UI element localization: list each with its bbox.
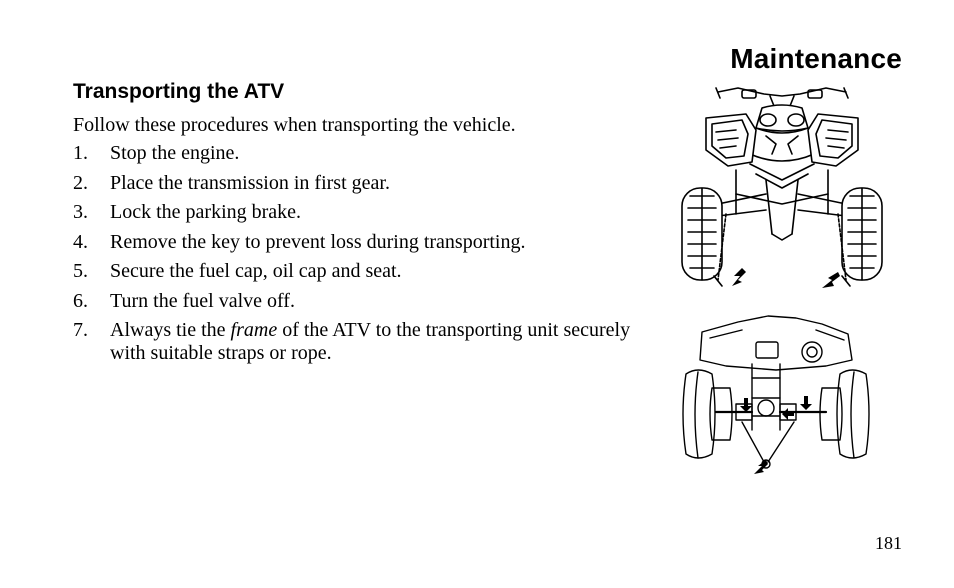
step-item [73,201,633,224]
step-number: 3. [73,201,88,223]
step-number: 1. [73,142,88,164]
step-text: Secure the fuel cap, oil cap and seat. [110,260,402,282]
page-header-title: Maintenance [730,43,902,74]
step-text-emphasis: frame [230,319,278,341]
step-item [73,319,633,365]
step-item [73,260,633,283]
step-text-part: Always tie the [110,319,231,341]
step-text: Lock the parking brake. [110,201,302,223]
step-text: Stop the engine. [110,142,240,164]
section-title: Transporting the ATV [73,80,285,103]
step-item [73,172,633,195]
atv-rear-view-icon [676,312,876,478]
step-number: 2. [73,171,88,194]
step-number: 5. [73,260,88,282]
section-intro: Follow these procedures when transporting the vehicle. [73,114,516,136]
step-number: 7. [73,319,88,341]
step-text [110,319,633,365]
step-text: Place the transmission in first gear. [110,171,390,194]
step-number: 4. [73,230,88,253]
step-number: 6. [73,289,88,312]
step-text: Turn the fuel valve off. [110,289,295,312]
atv-front-view-icon [676,84,888,294]
step-item [73,142,633,165]
step-item [73,231,633,254]
step-item [73,290,633,313]
step-text-part: of the ATV to the transporting unit securely with suitable straps or rope. [110,319,631,364]
page-number: 181 [875,533,902,553]
procedure-steps [73,142,633,372]
step-text: Remove the key to prevent loss during transporting. [110,230,526,253]
